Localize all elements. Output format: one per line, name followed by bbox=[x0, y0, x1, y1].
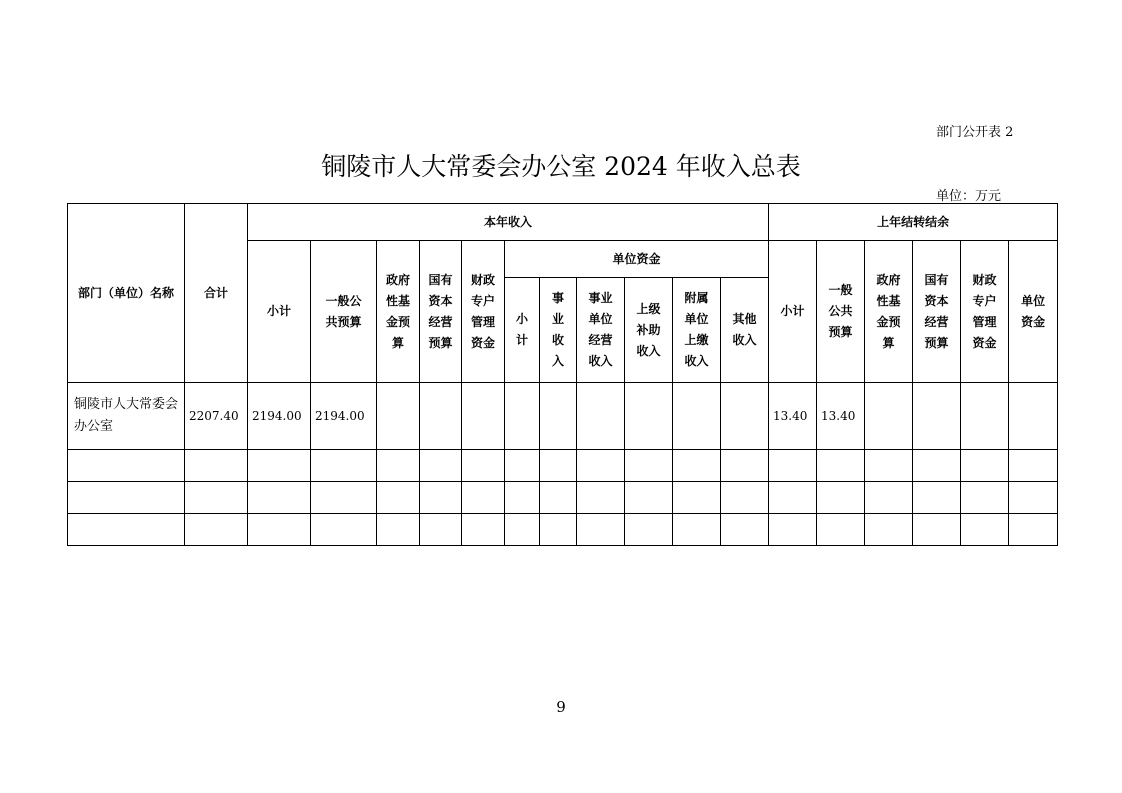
row-prior-general: 13.40 bbox=[817, 383, 865, 450]
row-total: 2207.40 bbox=[185, 383, 248, 450]
page-number: 9 bbox=[556, 698, 566, 716]
income-table bbox=[67, 203, 1058, 546]
row-cur-subtotal: 2194.00 bbox=[248, 383, 311, 450]
header-prior-state-capital: 国有 资本 经营 预算 bbox=[924, 272, 949, 350]
unit-label: 单位：万元 bbox=[936, 189, 1002, 204]
header-cur-general: 一般公 共预算 bbox=[325, 293, 362, 329]
header-prior-unit-funds: 单位 资金 bbox=[1021, 293, 1046, 329]
header-uf-other-income: 其他 收入 bbox=[732, 312, 757, 347]
empty-row bbox=[68, 514, 1058, 546]
empty-row bbox=[68, 482, 1058, 514]
empty-row bbox=[68, 450, 1058, 482]
header-uf-operating-income: 事业 单位 经营 收入 bbox=[588, 291, 613, 368]
header-uf-subtotal: 小 计 bbox=[515, 312, 528, 347]
header-uf-affiliated-income: 附属 单位 上缴 收入 bbox=[684, 291, 709, 368]
header-total: 合计 bbox=[185, 204, 248, 383]
header-prior-special-account: 财政 专户 管理 资金 bbox=[972, 272, 997, 350]
header-cur-gov-fund: 政府 性基 金预 算 bbox=[385, 272, 410, 350]
row-cur-general: 2194.00 bbox=[311, 383, 377, 450]
header-prior-gov-fund: 政府 性基 金预 算 bbox=[876, 272, 901, 350]
header-uf-superior-subsidy: 上级 补助 收入 bbox=[636, 301, 661, 358]
header-cur-subtotal: 小计 bbox=[266, 304, 291, 318]
page-title: 铜陵市人大常委会办公室 2024 年收入总表 bbox=[321, 152, 801, 181]
header-prior-subtotal: 小计 bbox=[780, 304, 805, 318]
header-current-year: 本年收入 bbox=[248, 204, 769, 241]
header-prior-year: 上年结转结余 bbox=[769, 204, 1058, 241]
header-prior-general: 一般 公共 预算 bbox=[828, 283, 853, 339]
table-tag: 部门公开表 2 bbox=[936, 125, 1014, 140]
header-unit-funds: 单位资金 bbox=[505, 241, 769, 278]
row-prior-subtotal: 13.40 bbox=[769, 383, 817, 450]
header-uf-business-income: 事 业 收 入 bbox=[551, 291, 564, 368]
table-row bbox=[68, 383, 1058, 450]
header-cur-state-capital: 国有 资本 经营 预算 bbox=[428, 272, 453, 350]
header-dept: 部门（单位）名称 bbox=[68, 204, 185, 383]
row-dept-name: 铜陵市人大常委会办公室 bbox=[68, 383, 185, 450]
header-cur-special-account: 财政 专户 管理 资金 bbox=[470, 272, 495, 350]
